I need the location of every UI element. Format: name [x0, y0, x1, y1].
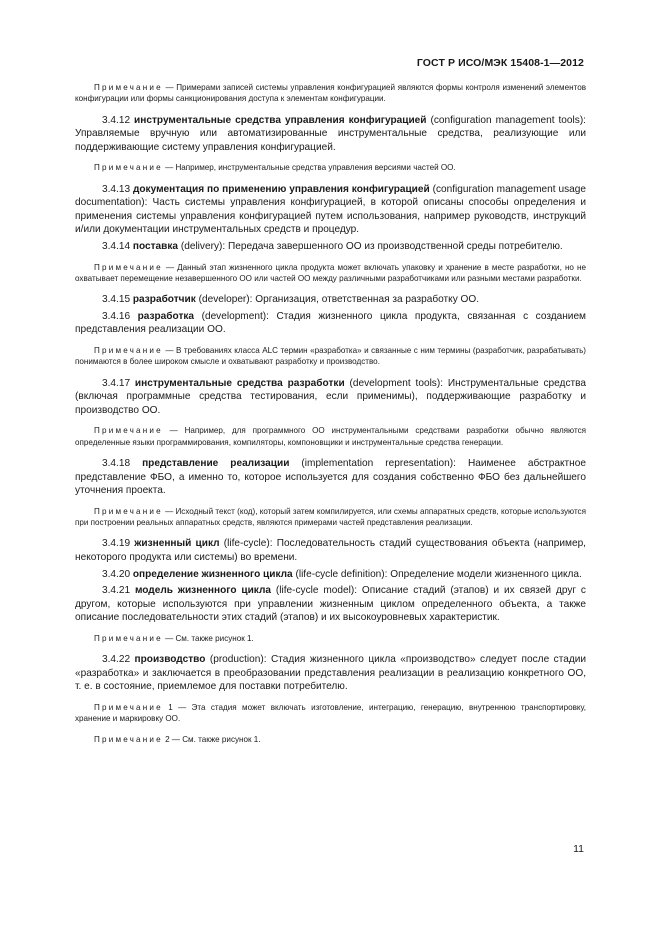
note-paragraph: [75, 162, 586, 173]
document-header: ГОСТ Р ИСО/МЭК 15408-1—2012: [416, 57, 584, 69]
note-text: 2 — См. также рисунок 1.: [162, 734, 261, 744]
term-definition: [75, 377, 586, 418]
term-definition: [75, 653, 586, 694]
note-paragraph: [75, 734, 586, 745]
note-text: — Примерами записей системы управления конфигурацией являются формы контроля изменений элементов конфигурации или формы санкционирования доступа к элементам конфигурации.: [75, 83, 586, 104]
term-number: 3.4.19: [102, 538, 135, 550]
term-number: 3.4.22: [102, 654, 135, 666]
term-definition: [75, 584, 586, 625]
note-paragraph: [75, 345, 586, 368]
page-number: 11: [573, 843, 584, 855]
note-label: Примечание: [94, 346, 163, 356]
note-label: Примечание: [94, 633, 163, 643]
term-name: документация по применению управления конфигурацией: [132, 183, 430, 195]
note-paragraph: [75, 506, 586, 529]
term-definition: [75, 114, 586, 155]
term-text: (development): Стадия жизненного цикла продукта, связанная с созданием представления реализации ОО.: [75, 310, 586, 336]
term-number: 3.4.13: [102, 183, 133, 195]
term-definition: [75, 568, 586, 582]
term-text: (configuration management usage documentation): Часть системы управления конфигурацией, в которой описаны способы определения и применения системы управления конфигурацией путем использования, например руководств, инструкций и/или документации инструментальных средств и процедур.: [75, 183, 586, 236]
term-text: (implementation representation): Наименее абстрактное представление ФБО, а именно то, которое используется для создания собственно ФБО без дальнейшего уточнения проекта.: [75, 457, 586, 497]
term-number: 3.4.12: [102, 114, 135, 126]
term-text: (life-cycle): Последовательность стадий существования объекта (например, некоторого продукта или системы) во времени.: [75, 538, 586, 563]
note-label: Примечание: [94, 262, 163, 272]
term-name: инструментальные средства управления конфигурацией: [134, 114, 427, 126]
note-label: Примечание: [94, 426, 163, 436]
document-body: [75, 82, 586, 754]
term-number: 3.4.18: [102, 457, 143, 469]
term-name: определение жизненного цикла: [132, 568, 293, 580]
term-number: 3.4.14: [102, 241, 133, 253]
note-paragraph: [75, 702, 586, 725]
term-text: (life-cycle model): Описание стадий (этапов) и их связей друг с другом, которые используются при управлении жизненным циклом определенного объекта, а также описание последовательности этих стадий (этапов) и их высокоуровневых характеристик.: [75, 585, 586, 624]
note-paragraph: [75, 633, 586, 644]
term-definition: [75, 183, 586, 237]
term-name: поставка: [132, 241, 179, 253]
term-number: 3.4.20: [102, 568, 133, 580]
term-text: (development tools): Инструментальные средства (включая программные средства тестирования, если применимы), поддерживающие разработку и производство ОО.: [75, 377, 586, 416]
note-paragraph: [75, 425, 586, 448]
term-name: инструментальные средства разработки: [134, 377, 345, 389]
note-text: — В требованиях класса ALC термин «разработка» и связанные с ним термины (разработчик, разрабатывать) понимаются в более широком смысле и охватывают разработку и производство.: [75, 346, 586, 367]
note-label: Примечание: [94, 734, 163, 744]
note-text: — Например, инструментальные средства управления версиями частей ОО.: [162, 163, 456, 173]
note-text: — См. также рисунок 1.: [162, 633, 254, 643]
note-label: Примечание: [94, 506, 163, 516]
note-label: Примечание: [94, 703, 163, 712]
term-text: (configuration management tools): Управляемые вручную или автоматизированные инструментальные средства, реализующие или поддерживающие систему управления конфигурацией.: [75, 114, 586, 153]
term-definition: [75, 310, 586, 337]
term-name: представление реализации: [142, 457, 290, 469]
term-definition: [75, 240, 586, 254]
term-definition: [75, 293, 586, 307]
term-number: 3.4.16: [102, 310, 138, 322]
term-name: разработчик: [132, 294, 196, 306]
term-definition: [75, 457, 586, 498]
term-name: модель жизненного цикла: [134, 585, 271, 597]
term-definition: [75, 537, 586, 564]
term-text: (production): Стадия жизненного цикла «производство» следует после стадии «разработка» и заключается в преобразовании представления реализации в реализацию конкретного ОО, т. е. в состояние, приемлемое для поставки потребителю.: [75, 654, 586, 693]
term-text: (developer): Организация, ответственная за разработку ОО.: [195, 294, 480, 306]
term-name: жизненный цикл: [134, 538, 220, 550]
note-paragraph: [75, 82, 586, 105]
note-label: Примечание: [94, 83, 163, 92]
note-text: — Исходный текст (код), который затем компилируется, или схемы аппаратных средств, которые используются при построении реальных аппаратных средств, являются примерами частей представления реализации.: [75, 506, 586, 528]
term-name: разработка: [137, 310, 195, 322]
term-number: 3.4.15: [102, 294, 133, 306]
term-text: (life-cycle definition): Определение модели жизненного цикла.: [292, 568, 582, 580]
note-text: — Данный этап жизненного цикла продукта может включать упаковку и хранение в месте разработки, но не охватывает перемещение незавершенного ОО или частей ОО между различными разработчиками или разными местами разработки.: [75, 262, 586, 283]
term-name: производство: [134, 654, 206, 666]
note-text: 1 — Эта стадия может включать изготовление, интеграцию, генерацию, внутреннюю транспортировку, хранение и маркировку ОО.: [75, 703, 586, 724]
term-number: 3.4.17: [102, 377, 135, 389]
term-text: (delivery): Передача завершенного ОО из производственной среды потребителю.: [178, 241, 563, 253]
note-label: Примечание: [94, 163, 163, 173]
note-text: — Например, для программного ОО инструментальными средствами разработки обычно являются определенные языки программирования, компиляторы, компоновщики и инструментальные средства генерации.: [75, 426, 586, 447]
note-paragraph: [75, 262, 586, 285]
term-number: 3.4.21: [102, 585, 135, 597]
